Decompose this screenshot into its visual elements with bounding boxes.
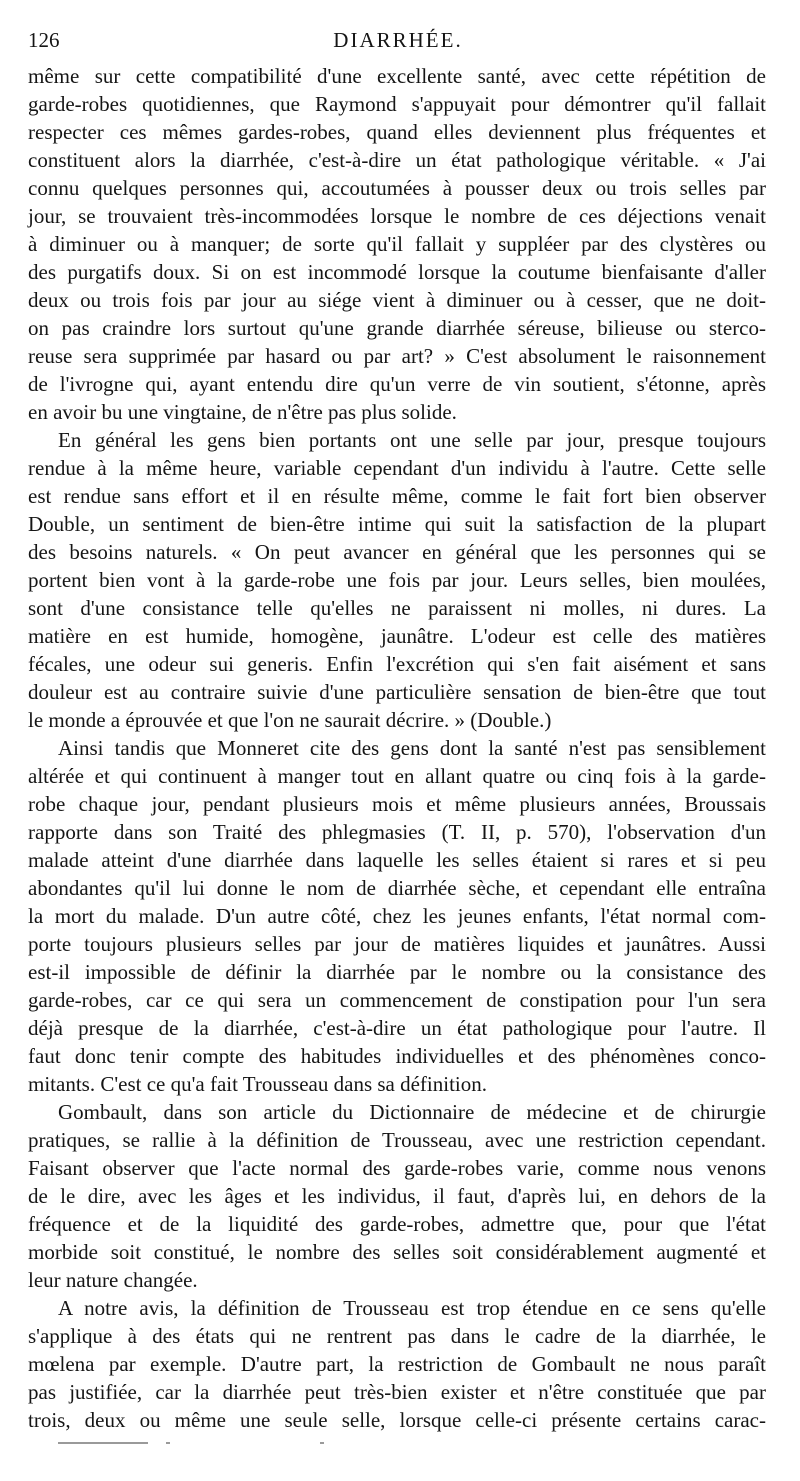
text-line: En général les gens bien portants ont une selle par jour, presque toujours: [58, 428, 766, 452]
text-line: altérée et qui continuent à manger tout en allant quatre ou cinq fois à la garde-: [28, 764, 766, 788]
text-line: rapporte dans son Traité des phlegmasies (T. II, p. 570), l'observation d'un: [28, 820, 766, 844]
text-line: mitants. C'est ce qu'a fait Trousseau dans sa définition.: [28, 1072, 488, 1096]
text-line: douleur est au contraire suivie d'une particulière sensation de bien-être que tout: [28, 680, 766, 704]
text-line: rendue à la même heure, variable cependant d'un individu à l'autre. Cette selle: [28, 456, 766, 480]
text-line: Ainsi tandis que Monneret cite des gens dont la santé n'est pas sensiblement: [58, 736, 766, 760]
text-line: fréquence et de la liquidité des garde-robes, admettre que, pour que l'état: [28, 1212, 766, 1236]
text-line: trois, deux ou même une seule selle, lorsque celle-ci présente certains carac-: [28, 1408, 766, 1432]
text-line: mœlena par exemple. D'autre part, la restriction de Gombault ne nous paraît: [28, 1352, 766, 1376]
text-line: est rendue sans effort et il en résulte même, comme le fait fort bien observer: [28, 484, 766, 508]
text-line: en avoir bu une vingtaine, de n'être pas plus solide.: [28, 400, 457, 424]
scan-footer-marks: [58, 1440, 358, 1446]
text-line: reuse sera supprimée par hasard ou par art? » C'est absolument le raisonnement: [28, 344, 766, 368]
text-line: leur nature changée.: [28, 1268, 198, 1292]
page-number: 126: [28, 28, 60, 52]
text-line: matière en est humide, homogène, jaunâtre. L'odeur est celle des matières: [28, 624, 766, 648]
text-line: constituent alors la diarrhée, c'est-à-dire un état pathologique véritable. « J'ai: [28, 148, 766, 172]
text-line: abondantes qu'il lui donne le nom de diarrhée sèche, et cependant elle entraîna: [28, 876, 766, 900]
text-line: malade atteint d'une diarrhée dans laquelle les selles étaient si rares et si peu: [28, 848, 766, 872]
text-line: est-il impossible de définir la diarrhée par le nombre ou la consistance des: [28, 960, 766, 984]
text-line: garde-robes quotidiennes, que Raymond s'appuyait pour démontrer qu'il fallait: [28, 92, 766, 116]
text-line: connu quelques personnes qui, accoutumées à pousser deux ou trois selles par: [28, 176, 766, 200]
text-line: porte toujours plusieurs selles par jour de matières liquides et jaunâtres. Aussi: [28, 932, 766, 956]
text-line: des besoins naturels. « On peut avancer en général que les personnes qui se: [28, 540, 766, 564]
page-header: [28, 28, 768, 58]
text-line: respecter ces mêmes gardes-robes, quand elles deviennent plus fréquentes et: [28, 120, 766, 144]
scan-mark: [58, 1442, 148, 1444]
scan-mark: [320, 1442, 324, 1444]
text-line: déjà presque de la diarrhée, c'est-à-dire un état pathologique pour l'autre. Il: [28, 1016, 766, 1040]
text-line: le monde a éprouvée et que l'on ne saurait décrire. » (Double.): [28, 708, 552, 732]
running-title: DIARRHÉE.: [333, 28, 463, 52]
text-line: s'applique à des états qui ne rentrent pas dans le cadre de la diarrhée, le: [28, 1324, 766, 1348]
text-line: de l'ivrogne qui, ayant entendu dire qu'un verre de vin soutient, s'étonne, après: [28, 372, 766, 396]
text-line: la mort du malade. D'un autre côté, chez les jeunes enfants, l'état normal com-: [28, 904, 766, 928]
text-line: de le dire, avec les âges et les individus, il faut, d'après lui, en dehors de la: [28, 1184, 766, 1208]
text-line: même sur cette compatibilité d'une excellente santé, avec cette répétition de: [28, 64, 766, 88]
text-line: sont d'une consistance telle qu'elles ne paraissent ni molles, ni dures. La: [28, 596, 766, 620]
text-line: portent bien vont à la garde-robe une fois par jour. Leurs selles, bien moulées,: [28, 568, 766, 592]
text-line: pas justifiée, car la diarrhée peut très-bien exister et n'être constituée que par: [28, 1380, 766, 1404]
text-line: Gombault, dans son article du Dictionnaire de médecine et de chirurgie: [58, 1100, 766, 1124]
body-text: [28, 62, 766, 1434]
scan-mark: [166, 1442, 170, 1444]
text-line: jour, se trouvaient très-incommodées lorsque le nombre de ces déjections venait: [28, 204, 766, 228]
text-line: on pas craindre lors surtout qu'une grande diarrhée séreuse, bilieuse ou sterco-: [28, 316, 766, 340]
text-line: à diminuer ou à manquer; de sorte qu'il fallait y suppléer par des clystères ou: [28, 232, 766, 256]
text-line: Double, un sentiment de bien-être intime qui suit la satisfaction de la plupart: [28, 512, 766, 536]
text-line: faut donc tenir compte des habitudes individuelles et des phénomènes conco-: [28, 1044, 766, 1068]
text-line: pratiques, se rallie à la définition de Trousseau, avec une restriction cependant.: [28, 1128, 766, 1152]
text-line: garde-robes, car ce qui sera un commencement de constipation pour l'un sera: [28, 988, 766, 1012]
text-line: Faisant observer que l'acte normal des garde-robes varie, comme nous venons: [28, 1156, 766, 1180]
text-line: des purgatifs doux. Si on est incommodé lorsque la coutume bienfaisante d'aller: [28, 260, 766, 284]
text-line: morbide soit constitué, le nombre des selles soit considérablement augmenté et: [28, 1240, 766, 1264]
text-line: fécales, une odeur sui generis. Enfin l'excrétion qui s'en fait aisément et sans: [28, 652, 766, 676]
text-line: robe chaque jour, pendant plusieurs mois et même plusieurs années, Broussais: [28, 792, 766, 816]
text-line: deux ou trois fois par jour au siége vient à diminuer ou à cesser, que ne doit-: [28, 288, 766, 312]
text-line: A notre avis, la définition de Trousseau est trop étendue en ce sens qu'elle: [58, 1296, 766, 1320]
